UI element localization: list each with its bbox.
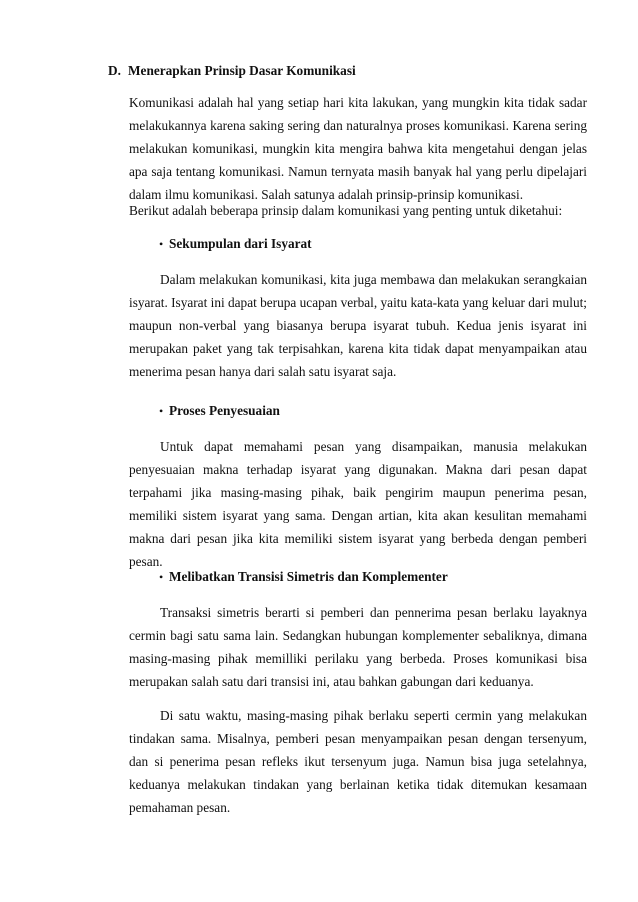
bullet-icon: • [159, 404, 164, 418]
principle-title: Proses Penyesuaian [169, 403, 280, 418]
section-heading [108, 60, 356, 82]
bullet-icon: • [159, 570, 164, 584]
principle-paragraph: Untuk dapat memahami pesan yang disampaikan, manusia melakukan penyesuaian makna terhadap isyarat yang digunakan. Makna dari pesan dapat terpahami jika masing-masing pihak, baik pengirim maupun penerima pesan, memiliki sistem isyarat yang sama. Dengan artian, kita akan kesulitan memahami makna dari pesan jika kita memiliki sistem isyarat yang berbeda dengan pemberi pesan. [129, 439, 587, 569]
section-letter: D. [108, 63, 121, 78]
principle-paragraph: Transaksi simetris berarti si pemberi dan pennerima pesan berlaku layaknya cermin bagi satu sama lain. Sedangkan hubungan komplementer sebaliknya, dimana masing-masing pihak memilliki perilaku yang berbeda. Proses komunikasi bisa merupakan salah satu dari transisi ini, atau bahkan gabungan dari keduanya. [129, 605, 587, 689]
intro-lead: Berikut adalah beberapa prinsip dalam komunikasi yang penting untuk diketahui: [129, 203, 563, 218]
intro-paragraph: Komunikasi adalah hal yang setiap hari kita lakukan, yang mungkin kita tidak sadar melakukannya karena saking sering dan naturalnya proses komunikasi. Karena sering melakukan komunikasi, mungkin kita mengira bahwa kita mengetahui dengan jelas apa saja tentang komunikasi. Namun ternyata masih banyak hal yang perlu dipelajari dalam ilmu komunikasi. Salah satunya adalah prinsip-prinsip komunikasi. [129, 95, 587, 202]
principle-heading [159, 233, 312, 255]
principle-title: Melibatkan Transisi Simetris dan Komplementer [169, 569, 448, 584]
principle-paragraph: Dalam melakukan komunikasi, kita juga membawa dan melakukan serangkaian isyarat. Isyarat ini dapat berupa ucapan verbal, yaitu kata-kata yang keluar dari mulut; maupun non-verbal yang biasanya berupa isyarat tubuh. Kedua jenis isyarat ini merupakan paket yang tak terpisahkan, karena kita tidak dapat menyampaikan atau menerima pesan hanya dari salah satu isyarat saja. [129, 272, 587, 379]
bullet-icon: • [159, 237, 164, 251]
principle-heading [159, 566, 448, 588]
principle-paragraph: Di satu waktu, masing-masing pihak berlaku seperti cermin yang melakukan tindakan sama. Misalnya, pemberi pesan menyampaikan pesan dengan tersenyum, dan si penerima pesan refleks ikut tersenyum juga. Namun bisa juga setelahnya, keduanya melakukan tindakan yang berlainan ketika tidak ditemukan kesamaan pemahaman pesan. [129, 708, 587, 815]
principle-title: Sekumpulan dari Isyarat [169, 236, 312, 251]
section-title: Menerapkan Prinsip Dasar Komunikasi [128, 63, 356, 78]
principle-heading [159, 400, 280, 422]
